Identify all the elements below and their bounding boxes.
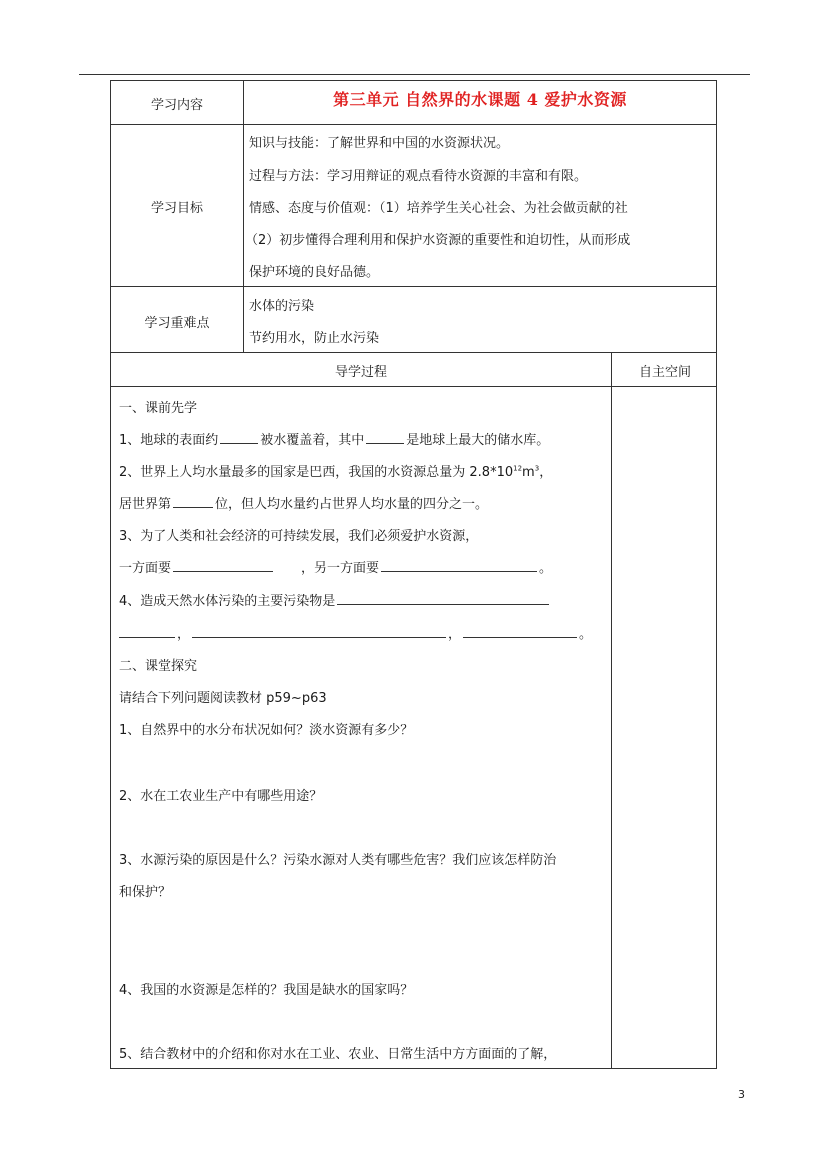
answer-blank[interactable]	[173, 494, 213, 508]
lesson-title: 第三单元 自然界的水课题 4 爱护水资源	[333, 90, 627, 109]
keypoint-line: 水体的污染	[249, 299, 315, 314]
side-header: 自主空间	[638, 365, 691, 380]
explore-question-2: 2、水在工农业生产中有哪些用途？	[119, 789, 323, 804]
goal-line: 情感、态度与价值观：（1）培养学生关心社会、为社会做贡献的社	[249, 201, 628, 216]
pre-study-heading: 一、课前先学	[119, 401, 198, 416]
class-explore-intro: 请结合下列问题阅读教材 p59~p63	[119, 691, 327, 706]
answer-blank[interactable]	[220, 430, 258, 444]
explore-question-3-line1: 3、水源污染的原因是什么？污染水源对人类有哪些危害？我们应该怎样防治	[119, 853, 557, 868]
answer-blank[interactable]	[337, 591, 549, 605]
question-3-line1: 3、为了人类和社会经济的可持续发展，我们必须爱护水资源，	[119, 529, 479, 544]
answer-blank[interactable]	[381, 558, 537, 572]
question-4-line2: ， ， 。	[119, 623, 592, 642]
goal-line: 保护环境的良好品德。	[249, 265, 380, 280]
process-header: 导学过程	[334, 365, 387, 380]
page-number: 3	[738, 1088, 745, 1101]
row-divider-keypoints	[111, 352, 716, 353]
row-divider-goals	[111, 286, 716, 287]
answer-blank[interactable]	[192, 624, 446, 638]
answer-blank[interactable]	[366, 430, 404, 444]
question-1: 1、地球的表面约 被水覆盖着，其中 是地球上最大的储水库。	[119, 429, 549, 448]
goal-line: （2）初步懂得合理利用和保护水资源的重要性和迫切性，从而形成	[245, 233, 631, 248]
question-2-line2: 居世界第 位，但人均水量约占世界人均水量的四分之一。	[119, 493, 488, 512]
explore-question-3-line2: 和保护？	[119, 885, 172, 900]
goal-line: 过程与方法：学习用辩证的观点看待水资源的丰富和有限。	[249, 169, 588, 184]
explore-question-1: 1、自然界中的水分布状况如何？淡水资源有多少？	[119, 723, 414, 738]
label-column-divider	[243, 81, 244, 352]
answer-blank[interactable]	[173, 558, 273, 572]
question-3-line2: 一方面要 ，另一方面要 。	[119, 557, 552, 576]
explore-question-4: 4、我国的水资源是怎样的？我国是缺水的国家吗？	[119, 983, 414, 998]
header-rule	[79, 74, 750, 75]
row-divider-title	[111, 124, 716, 125]
goal-line: 知识与技能：了解世界和中国的水资源状况。	[249, 136, 510, 151]
answer-blank[interactable]	[119, 624, 175, 638]
content-label: 学习内容	[150, 98, 203, 113]
question-4-line1: 4、造成天然水体污染的主要污染物是	[119, 590, 551, 609]
row-divider-process-header	[111, 386, 716, 387]
goals-label: 学习目标	[150, 201, 203, 216]
keypoint-line: 节约用水，防止水污染	[249, 331, 380, 346]
keypoints-label: 学习重难点	[144, 316, 210, 331]
answer-blank[interactable]	[463, 624, 577, 638]
question-2-line1: 2、世界上人均水量最多的国家是巴西，我国的水资源总量为 $2.8*10^{12}m^3$，	[119, 464, 553, 480]
class-explore-heading: 二、课堂探究	[119, 659, 198, 674]
explore-question-5: 5、结合教材中的介绍和你对水在工业、农业、日常生活中方方面面的了解，	[119, 1047, 557, 1062]
side-column-divider	[611, 352, 612, 1068]
study-table	[110, 80, 717, 1069]
